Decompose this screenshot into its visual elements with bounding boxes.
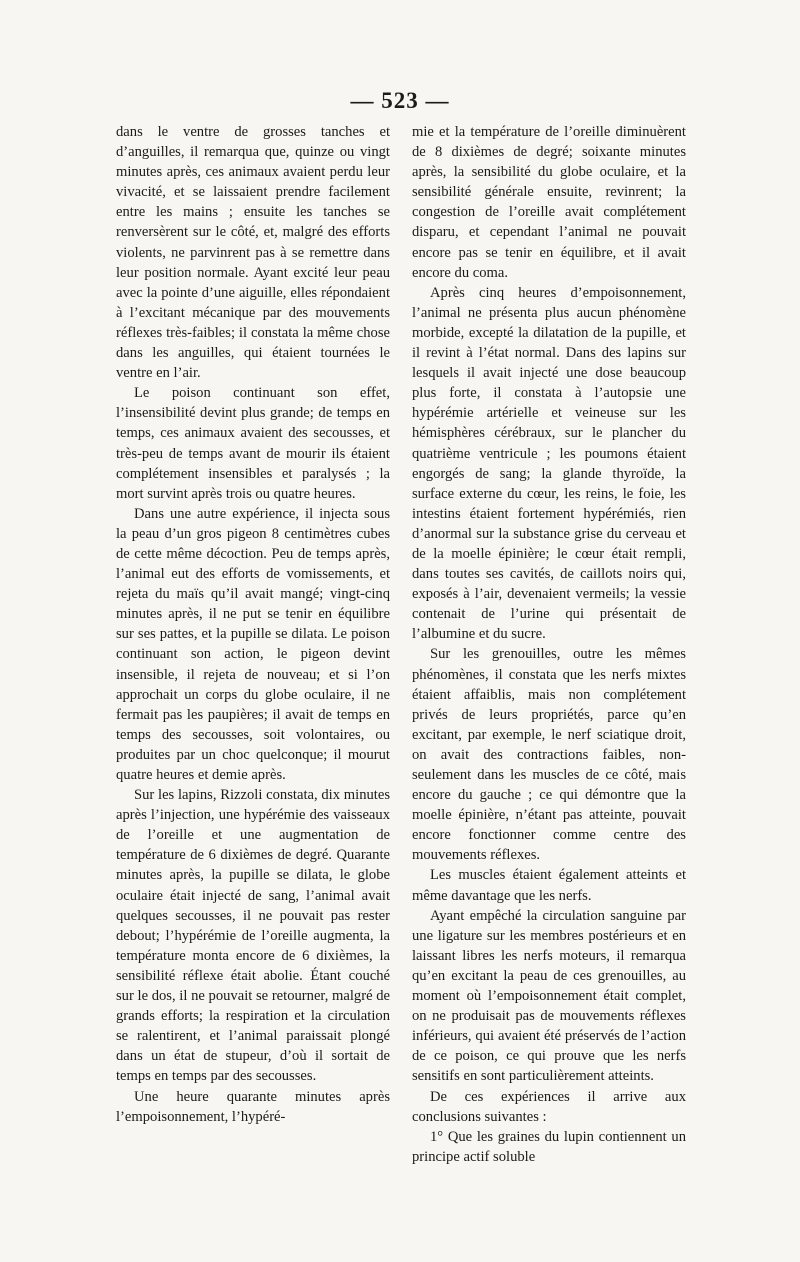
paragraph: Après cinq heures d’empoisonnement, l’animal ne présenta plus aucun phénomène morbide, excepté la dilatation de la pupille, et il revint à l’état normal. Dans des lapins sur lesquels il avait injecté une dose beaucoup plus forte, il constata à l’autopsie une hypérémie artérielle et veineuse sur les hémisphères cérébraux, sur le plancher du quatrième ventricule ; les poumons étaient engorgés de sang; la glande thyroïde, la surface externe du cœur, les reins, le foie, les intestins étaient fortement hypérémiés, rien d’anormal sur la substance grise du cerveau et de la moelle épinière; le cœur était rempli, dans toutes ses cavités, de caillots noirs qui, exposés à l’air, devenaient vermeils; la vessie contenait de l’urine qui présentait de l’albumine et du sucre.	[412, 284, 686, 643]
paragraph: Sur les grenouilles, outre les mêmes phénomènes, il constata que les nerfs mixtes étaient affaiblis, mais non complétement privés de leurs propriétés, parce qu’en excitant, par exemple, le nerf sciatique droit, on avait des contractions faibles, non-seulement dans les muscles de ce côté, mais encore du gauche ; ce qui démontre que la moelle épinière, n’étant pas atteinte, pouvait encore fonctionner comme centre des mouvements réflexes.	[412, 646, 686, 864]
paragraph: Dans une autre expérience, il injecta sous la peau d’un gros pigeon 8 centimètres cubes de cette même décoction. Peu de temps après, l’animal eut des efforts de vomissements, et rejeta du maïs qu’il avait mangé; vingt-cinq minutes après, il ne put se tenir en équilibre sur ses pattes, et la pupille se dilata. Le poison continuant son action, le pigeon devint insensible, il rejeta de nouveau; et si l’on approchait un corps du globe oculaire, il ne fermait pas les paupières; il avait de temps en temps des secousses, soit volontaires, ou produites par un choc quelconque; il mourut quatre heures et demie après.	[116, 505, 390, 783]
paragraph: De ces expériences il arrive aux conclusions suivantes :	[412, 1088, 686, 1125]
left-text-column	[116, 122, 390, 1127]
paragraph: dans le ventre de grosses tanches et d’anguilles, il remarqua que, quinze ou vingt minutes après, ces animaux avaient perdu leur vivacité, et se laissaient prendre facilement entre les mains ; ensuite les tanches se renversèrent sur le côté, et, malgré des efforts violents, ne parvinrent pas à se remettre dans leur position normale. Ayant excité leur peau avec la pointe d’une aiguille, elles répondaient à l’excitant mécanique par des mouvements réflexes très-faibles; il constata la même chose dans les anguilles, qui étaient tournées le ventre en l’air.	[116, 124, 390, 382]
paragraph: mie et la température de l’oreille diminuèrent de 8 dixièmes de degré; soixante minutes après, la sensibilité du globe oculaire, et la sensibilité générale ensuite, revinrent; la congestion de l’oreille avait complétement disparu, et cependant l’animal ne pouvait encore pas se tenir en équilibre, et il avait encore du coma.	[412, 124, 686, 281]
paragraph: Les muscles étaient également atteints et même davantage que les nerfs.	[412, 867, 686, 904]
paragraph: Sur les lapins, Rizzoli constata, dix minutes après l’injection, une hypérémie des vaisseaux de l’oreille et une augmentation de température de 6 dixièmes de degré. Quarante minutes après, la pupille se dilata, le globe oculaire était injecté de sang, l’animal avait quelques secousses, il ne pouvait pas rester debout; l’hypérémie de l’oreille augmenta, la température monta encore de 6 dixièmes, la sensibilité réflexe était abolie. Étant couché sur le dos, il ne pouvait se retourner, malgré de grands efforts; la respiration et la circulation se ralentirent, et l’animal paraissait plongé dans un état de stupeur, d’où il sortait de temps en temps par des secousses.	[116, 787, 390, 1085]
paragraph: Le poison continuant son effet, l’insensibilité devint plus grande; de temps en temps, ces animaux avaient des secousses, et très-peu de temps avant de mourir ils étaient complétement insensibles et paralysés ; la mort survint après trois ou quatre heures.	[116, 385, 390, 502]
right-text-column	[412, 122, 686, 1167]
paragraph: Ayant empêché la circulation sanguine par une ligature sur les membres postérieurs et en laissant libres les nerfs moteurs, il remarqua qu’en excitant la peau de ces grenouilles, au moment où l’empoisonnement était complet, on ne produisait pas de mouvements réflexes inférieurs, qui avaient été préservés de l’action de ce poison, ce qui prouve que les nerfs sensitifs en sont particulièrement atteints.	[412, 907, 686, 1085]
page-number: — 523 —	[350, 88, 450, 113]
paragraph: 1° Que les graines du lupin contiennent un principe actif soluble	[412, 1128, 686, 1165]
paragraph: Une heure quarante minutes après l’empoisonnement, l’hypéré-	[116, 1088, 390, 1125]
